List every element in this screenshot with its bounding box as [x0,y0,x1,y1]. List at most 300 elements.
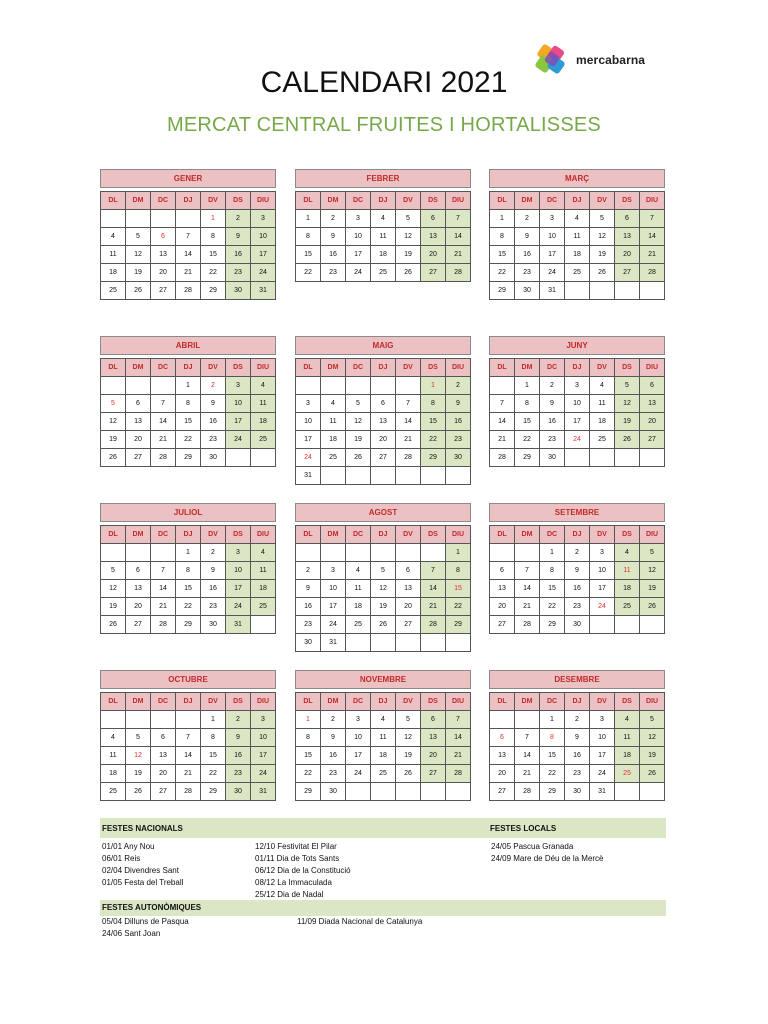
day-cell: 22 [296,765,321,783]
day-cell: 15 [176,413,201,431]
week-row [296,598,471,616]
day-cell: 16 [540,413,565,431]
day-cell: 20 [151,264,176,282]
month-table [489,358,665,467]
day-cell: 22 [176,431,201,449]
day-cell: 10 [296,413,321,431]
day-cell: 16 [201,413,226,431]
day-cell: 14 [446,729,471,747]
day-cell: 22 [201,765,226,783]
empty-cell [371,377,396,395]
day-cell: 12 [101,413,126,431]
day-cell: 14 [396,413,421,431]
month-name: OCTUBRE [100,670,276,689]
day-cell: 26 [101,449,126,467]
day-cell: 6 [126,562,151,580]
day-cell: 6 [371,395,396,413]
weekday-header: DJ [565,359,590,377]
week-row [490,711,665,729]
day-cell: 13 [640,395,665,413]
day-cell: 21 [515,765,540,783]
week-row [490,729,665,747]
day-cell: 29 [490,282,515,300]
weekday-header: DL [490,693,515,711]
day-cell: 15 [421,413,446,431]
festes-nacionals-col1 [102,841,183,889]
empty-cell [615,282,640,300]
day-cell: 11 [346,580,371,598]
day-cell: 5 [640,711,665,729]
day-cell: 6 [615,210,640,228]
weekday-header: DIU [251,693,276,711]
empty-cell [421,783,446,801]
weekday-header: DV [396,526,421,544]
day-cell: 16 [201,580,226,598]
day-cell: 9 [321,729,346,747]
day-cell: 31 [540,282,565,300]
day-cell: 27 [396,616,421,634]
day-cell: 6 [640,377,665,395]
day-cell: 5 [615,377,640,395]
weekday-header: DV [590,526,615,544]
weekday-header: DL [490,359,515,377]
weekday-header: DM [126,192,151,210]
weekday-header: DC [151,359,176,377]
day-cell: 4 [615,711,640,729]
weekday-header: DJ [565,693,590,711]
festes-autonomiques-col2 [297,916,422,928]
day-cell: 21 [421,598,446,616]
month-name: SETEMBRE [489,503,665,522]
weekday-header: DJ [371,526,396,544]
day-cell: 28 [151,449,176,467]
day-cell: 2 [226,210,251,228]
week-row [296,580,471,598]
weekday-header: DIU [446,359,471,377]
day-cell: 26 [640,598,665,616]
weekday-header: DV [201,526,226,544]
empty-cell [446,634,471,652]
day-cell: 27 [490,783,515,801]
day-cell: 19 [640,580,665,598]
day-cell: 1 [540,711,565,729]
weekday-header: DIU [640,526,665,544]
empty-cell [615,449,640,467]
day-cell: 30 [201,449,226,467]
day-cell: 22 [490,264,515,282]
weekday-header-row [101,693,276,711]
page-title: CALENDARI 2021 [260,66,508,99]
festa-item: 06/01 Reis [102,854,141,863]
week-row [101,580,276,598]
day-cell: 25 [101,282,126,300]
day-cell: 1 [296,711,321,729]
empty-cell [176,711,201,729]
festa-item: 01/11 Dia de Tots Sants [255,854,340,863]
day-cell: 30 [565,616,590,634]
weekday-header: DC [346,693,371,711]
day-cell: 1 [421,377,446,395]
day-cell: 31 [590,783,615,801]
weekday-header: DM [515,526,540,544]
day-cell: 15 [296,246,321,264]
weekday-header-row [296,359,471,377]
empty-cell [396,467,421,485]
day-cell: 17 [346,747,371,765]
weekday-header: DS [421,192,446,210]
day-cell: 22 [515,431,540,449]
day-cell: 29 [201,282,226,300]
weekday-header: DS [421,693,446,711]
day-cell: 12 [371,580,396,598]
day-cell: 24 [226,431,251,449]
month-agost [295,503,471,652]
empty-cell [396,634,421,652]
day-cell: 24 [590,598,615,616]
day-cell: 15 [540,580,565,598]
day-cell: 19 [101,598,126,616]
day-cell: 18 [615,747,640,765]
day-cell: 27 [151,783,176,801]
week-row [490,377,665,395]
day-cell: 23 [515,264,540,282]
day-cell: 26 [101,616,126,634]
festes-autonomiques-bar [100,900,666,916]
day-cell: 4 [346,562,371,580]
day-cell: 9 [201,395,226,413]
day-cell: 5 [396,711,421,729]
day-cell: 2 [565,711,590,729]
month-maig [295,336,471,485]
day-cell: 10 [346,729,371,747]
day-cell: 5 [101,395,126,413]
day-cell: 19 [371,598,396,616]
week-row [296,544,471,562]
week-row [490,449,665,467]
day-cell: 6 [126,395,151,413]
weekday-header: DS [226,192,251,210]
day-cell: 2 [201,377,226,395]
day-cell: 1 [446,544,471,562]
day-cell: 9 [540,395,565,413]
empty-cell [176,210,201,228]
day-cell: 24 [321,616,346,634]
weekday-header: DC [151,526,176,544]
empty-cell [346,634,371,652]
day-cell: 19 [101,431,126,449]
day-cell: 19 [126,765,151,783]
day-cell: 5 [126,228,151,246]
day-cell: 11 [371,228,396,246]
day-cell: 15 [490,246,515,264]
day-cell: 18 [251,413,276,431]
day-cell: 26 [346,449,371,467]
week-row [101,264,276,282]
empty-cell [346,467,371,485]
weekday-header: DIU [640,359,665,377]
month-octubre [100,670,276,801]
empty-cell [615,616,640,634]
day-cell: 25 [590,431,615,449]
day-cell: 28 [176,282,201,300]
day-cell: 7 [640,210,665,228]
weekday-header: DM [321,693,346,711]
weekday-header: DL [296,192,321,210]
day-cell: 8 [176,395,201,413]
day-cell: 17 [296,431,321,449]
weekday-header: DV [590,192,615,210]
day-cell: 3 [590,544,615,562]
empty-cell [640,282,665,300]
weekday-header: DJ [371,693,396,711]
day-cell: 7 [515,562,540,580]
day-cell: 11 [615,729,640,747]
day-cell: 15 [201,246,226,264]
weekday-header: DIU [251,192,276,210]
day-cell: 11 [101,747,126,765]
day-cell: 30 [201,616,226,634]
day-cell: 13 [421,228,446,246]
day-cell: 8 [296,729,321,747]
day-cell: 9 [446,395,471,413]
day-cell: 14 [151,413,176,431]
empty-cell [346,783,371,801]
weekday-header: DL [490,526,515,544]
empty-cell [421,467,446,485]
week-row [490,431,665,449]
day-cell: 10 [251,228,276,246]
day-cell: 23 [446,431,471,449]
weekday-header: DS [615,526,640,544]
weekday-header-row [490,192,665,210]
day-cell: 12 [101,580,126,598]
day-cell: 6 [421,210,446,228]
weekday-header: DS [421,359,446,377]
week-row [296,210,471,228]
weekday-header: DM [515,693,540,711]
weekday-header: DL [296,526,321,544]
empty-cell [446,783,471,801]
day-cell: 12 [640,729,665,747]
month-table [489,525,665,634]
day-cell: 25 [615,765,640,783]
empty-cell [490,711,515,729]
day-cell: 4 [251,544,276,562]
empty-cell [396,377,421,395]
empty-cell [126,544,151,562]
day-cell: 31 [321,634,346,652]
empty-cell [251,449,276,467]
day-cell: 5 [101,562,126,580]
day-cell: 28 [151,616,176,634]
month-table [295,692,471,801]
day-cell: 9 [321,228,346,246]
month-table [100,692,276,801]
week-row [296,395,471,413]
day-cell: 19 [126,264,151,282]
day-cell: 27 [126,449,151,467]
empty-cell [590,616,615,634]
day-cell: 5 [346,395,371,413]
day-cell: 24 [346,765,371,783]
day-cell: 9 [226,228,251,246]
week-row [296,711,471,729]
weekday-header: DIU [251,526,276,544]
day-cell: 8 [446,562,471,580]
empty-cell [321,544,346,562]
day-cell: 27 [421,264,446,282]
day-cell: 14 [176,747,201,765]
day-cell: 4 [615,544,640,562]
day-cell: 16 [515,246,540,264]
day-cell: 25 [615,598,640,616]
day-cell: 25 [346,616,371,634]
week-row [101,711,276,729]
festa-item: 05/04 Dilluns de Pasqua [102,917,189,926]
day-cell: 1 [296,210,321,228]
day-cell: 25 [565,264,590,282]
week-row [296,634,471,652]
day-cell: 3 [590,711,615,729]
empty-cell [371,544,396,562]
empty-cell [151,377,176,395]
weekday-header-row [296,693,471,711]
day-cell: 28 [446,264,471,282]
week-row [296,413,471,431]
week-row [490,228,665,246]
month-name: MAIG [295,336,471,355]
festa-item: 01/01 Any Nou [102,842,155,851]
page-subtitle: MERCAT CENTRAL FRUITES I HORTALISSES [167,114,601,136]
day-cell: 24 [565,431,590,449]
festes-nacionals-title: FESTES NACIONALS [102,824,183,833]
day-cell: 17 [346,246,371,264]
day-cell: 20 [640,413,665,431]
weekday-header: DM [321,526,346,544]
day-cell: 19 [396,246,421,264]
day-cell: 15 [515,413,540,431]
weekday-header: DS [615,693,640,711]
day-cell: 30 [226,783,251,801]
day-cell: 30 [446,449,471,467]
month-febrer [295,169,471,282]
day-cell: 27 [615,264,640,282]
festa-item: 01/05 Festa del Treball [102,878,184,887]
day-cell: 29 [176,449,201,467]
day-cell: 18 [101,765,126,783]
day-cell: 22 [540,765,565,783]
month-table [295,358,471,485]
day-cell: 3 [346,210,371,228]
week-row [296,765,471,783]
day-cell: 11 [565,228,590,246]
weekday-header-row [101,192,276,210]
weekday-header-row [296,526,471,544]
day-cell: 1 [490,210,515,228]
weekday-header: DL [101,192,126,210]
month-name: FEBRER [295,169,471,188]
day-cell: 18 [371,246,396,264]
day-cell: 28 [515,783,540,801]
weekday-header: DS [226,526,251,544]
weekday-header: DS [421,526,446,544]
day-cell: 4 [590,377,615,395]
weekday-header: DV [396,192,421,210]
week-row [490,562,665,580]
empty-cell [490,544,515,562]
empty-cell [421,544,446,562]
week-row [101,246,276,264]
day-cell: 28 [421,616,446,634]
day-cell: 18 [101,264,126,282]
weekday-header: DIU [251,359,276,377]
day-cell: 12 [615,395,640,413]
empty-cell [151,210,176,228]
week-row [490,544,665,562]
empty-cell [515,711,540,729]
day-cell: 23 [296,616,321,634]
day-cell: 13 [371,413,396,431]
empty-cell [371,467,396,485]
day-cell: 7 [151,395,176,413]
weekday-header: DS [226,693,251,711]
week-row [296,616,471,634]
festes-nacionals-col2 [255,841,351,901]
month-name: GENER [100,169,276,188]
day-cell: 17 [226,413,251,431]
day-cell: 2 [565,544,590,562]
day-cell: 27 [126,616,151,634]
day-cell: 12 [126,246,151,264]
month-desembre [489,670,665,801]
week-row [490,580,665,598]
day-cell: 22 [201,264,226,282]
day-cell: 14 [490,413,515,431]
day-cell: 13 [126,413,151,431]
weekday-header: DIU [640,693,665,711]
weekday-header: DL [101,693,126,711]
day-cell: 20 [371,431,396,449]
day-cell: 11 [590,395,615,413]
day-cell: 7 [446,711,471,729]
festa-item: 02/04 Divendres Sant [102,866,179,875]
day-cell: 10 [226,395,251,413]
month-name: JUNY [489,336,665,355]
day-cell: 11 [321,413,346,431]
day-cell: 13 [615,228,640,246]
day-cell: 23 [540,431,565,449]
week-row [490,246,665,264]
day-cell: 15 [176,580,201,598]
week-row [296,228,471,246]
day-cell: 20 [490,598,515,616]
day-cell: 4 [321,395,346,413]
weekday-header: DM [321,192,346,210]
day-cell: 6 [421,711,446,729]
empty-cell [640,616,665,634]
weekday-header: DC [540,526,565,544]
day-cell: 23 [201,431,226,449]
day-cell: 10 [321,580,346,598]
weekday-header-row [490,359,665,377]
week-row [296,467,471,485]
month-juliol [100,503,276,634]
day-cell: 18 [615,580,640,598]
weekday-header: DM [515,359,540,377]
day-cell: 14 [640,228,665,246]
empty-cell [565,449,590,467]
week-row [101,413,276,431]
